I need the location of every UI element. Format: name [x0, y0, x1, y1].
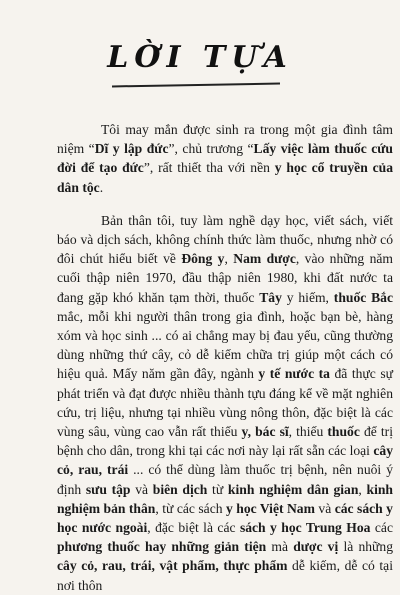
bold-text-run: Lấy việc làm thuốc cứu đời để tạo đức — [57, 141, 393, 176]
text-run: đã thực sự phát triển và đạt được nhiều thành tựu đáng kể về mặt nghiên cứu, trị liệu, nhưng tại nhiều vùng nông thôn, đặc biệt là các vùng sâu, vùng cao vẫn rất thiếu — [57, 366, 393, 440]
bold-text-run: Dĩ y lập đức — [94, 141, 169, 157]
text-run: , thiếu — [288, 424, 328, 440]
text-run: là những — [338, 539, 393, 555]
text-run: , vào những năm cuối thập niên 1970, đầu thập niên 1980, khi đất nước ta đang gặp khó khăn tạm thời, thuốc — [57, 251, 393, 305]
bold-text-run: sách y học Trung Hoa — [239, 520, 371, 536]
text-run: mà — [266, 539, 294, 555]
text-run: . — [99, 179, 104, 195]
text-run: Bản thân tôi, tuy làm nghề dạy học, viết sách, viết báo và dịch sách, không chính thức làm thuốc, nhưng nhờ có đôi chút hiểu biết về — [57, 212, 393, 267]
paragraph-2 — [57, 211, 393, 595]
bold-text-run: Nam dược — [233, 251, 296, 267]
bold-text-run: các sách y học nước ngoài — [57, 500, 393, 536]
bold-text-run: cây cỏ, rau, trái, vật phẩm, thực phẩm — [57, 558, 288, 574]
bold-text-run: y học cổ truyền của dân tộc — [57, 160, 393, 195]
bold-text-run: cây cỏ, rau, trái — [57, 443, 393, 478]
bold-text-run: y tế nước ta — [258, 366, 330, 382]
text-run: ”, chủ trương “ — [168, 141, 254, 157]
bold-text-run: y, bác sĩ — [241, 424, 289, 440]
bold-text-run: phương thuốc hay những giản tiện — [57, 539, 267, 555]
bold-text-run: thuốc — [327, 424, 360, 440]
text-run: , từ các sách — [155, 500, 226, 516]
text-run: ... có thể dùng làm thuốc trị bệnh, nên nuôi ý định — [57, 462, 393, 497]
text-run: và — [314, 500, 335, 516]
text-run: và — [130, 481, 153, 497]
bold-text-run: thuốc Bắc — [333, 289, 394, 305]
page-title: LỜI TỰA — [107, 40, 293, 75]
bold-text-run: sưu tập — [85, 481, 131, 497]
bold-text-run: biên dịch — [152, 481, 208, 497]
text-run: ”, rất thiết tha với nền — [143, 160, 275, 176]
text-run: dễ kiếm, dễ có tại nơi thôn — [57, 558, 393, 593]
text-run: y hiếm, — [281, 289, 334, 305]
bold-text-run: kinh nghiệm bản thân — [57, 481, 393, 516]
text-run: các — [370, 520, 393, 536]
bold-text-run: y học Việt Nam — [226, 500, 315, 516]
text-run: , — [224, 251, 234, 267]
paragraph-1 — [57, 120, 393, 197]
bold-text-run: kinh nghiệm dân gian — [227, 481, 359, 497]
preface-body — [57, 120, 393, 595]
text-run: , — [358, 481, 367, 497]
bold-text-run: Đông y — [181, 251, 225, 267]
text-run: mắc, mỗi khi người thân trong gia đình, hoặc bạn bè, hàng xóm và học sinh ... có ai chẳng may bị đau yếu, cũng thường dùng những thứ cây, cỏ dễ kiếm chữa trị giúp một cách có hiệu quả. Mấy năm gần đây, ngành — [57, 308, 393, 382]
title-underline — [112, 83, 280, 88]
text-run: để trị bệnh cho dân, trong khi tại các nơi này lại rất sẵn các loại — [57, 424, 393, 459]
text-run: Tôi may mắn được sinh ra trong một gia đình tâm niệm “ — [57, 122, 393, 157]
text-run: , đặc biệt là các — [147, 520, 240, 536]
text-run: từ — [207, 481, 228, 497]
bold-text-run: Tây — [259, 289, 282, 305]
bold-text-run: dược vị — [293, 539, 339, 555]
